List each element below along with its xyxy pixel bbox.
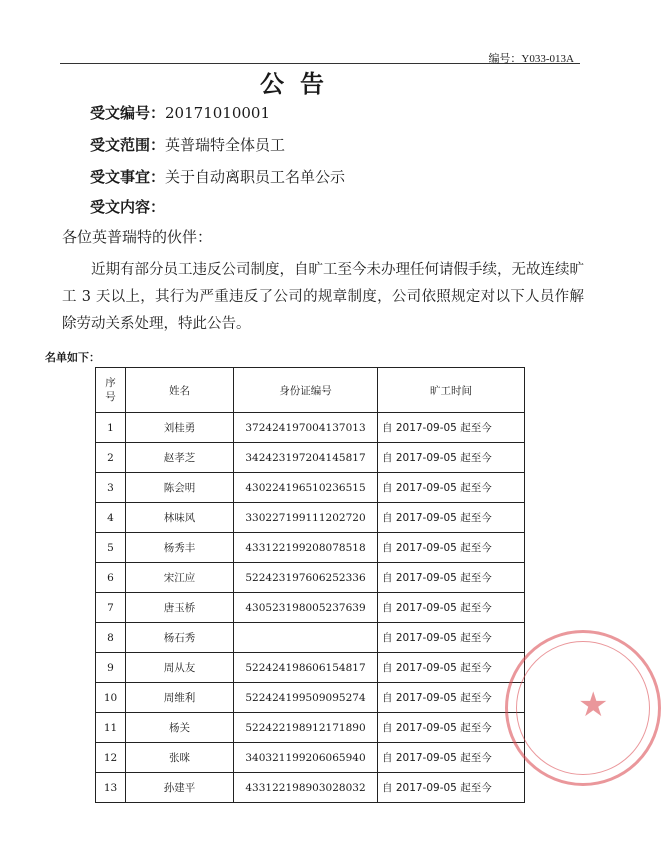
cell-name: 赵孝芝 [126, 443, 234, 473]
cell-name: 杨石秀 [126, 623, 234, 653]
cell-id: 433122198903028032 [234, 773, 378, 803]
cell-absence: 自 2017-09-05 起至今 [378, 593, 525, 623]
table-row [96, 413, 525, 443]
cell-name: 唐玉桥 [126, 593, 234, 623]
header-absence: 旷工时间 [378, 368, 525, 413]
meta-label: 受文事宜： [90, 168, 166, 186]
cell-absence: 自 2017-09-05 起至今 [378, 413, 525, 443]
table-row [96, 653, 525, 683]
table-header-row [96, 368, 525, 413]
page-title: 公告 [260, 70, 340, 98]
meta-value: 关于自动离职员工名单公示 [165, 168, 346, 186]
cell-no: 13 [96, 773, 126, 803]
header-id: 身份证编号 [234, 368, 378, 413]
cell-name: 周维利 [126, 683, 234, 713]
meta-scope [90, 134, 285, 155]
cell-id: 433122199208078518 [234, 533, 378, 563]
cell-absence: 自 2017-09-05 起至今 [378, 563, 525, 593]
table-row [96, 533, 525, 563]
cell-id: 372424197004137013 [234, 413, 378, 443]
greeting: 各位英普瑞特的伙伴： [62, 228, 213, 246]
cell-no: 6 [96, 563, 126, 593]
cell-absence: 自 2017-09-05 起至今 [378, 623, 525, 653]
cell-name: 张咪 [126, 743, 234, 773]
seal-stamp-icon [505, 630, 661, 786]
table-row [96, 713, 525, 743]
cell-id: 340321199206065940 [234, 743, 378, 773]
header-name: 姓名 [126, 368, 234, 413]
cell-no: 3 [96, 473, 126, 503]
cell-name: 杨秀丰 [126, 533, 234, 563]
cell-id: 342423197204145817 [234, 443, 378, 473]
table-row [96, 473, 525, 503]
meta-label: 受文内容： [90, 198, 166, 216]
meta-value: 英普瑞特全体员工 [165, 136, 286, 154]
cell-absence: 自 2017-09-05 起至今 [378, 653, 525, 683]
meta-subject [90, 166, 345, 187]
cell-absence: 自 2017-09-05 起至今 [378, 443, 525, 473]
cell-absence: 自 2017-09-05 起至今 [378, 473, 525, 503]
cell-name: 孙建平 [126, 773, 234, 803]
cell-absence: 自 2017-09-05 起至今 [378, 713, 525, 743]
cell-id: 430224196510236515 [234, 473, 378, 503]
cell-no: 2 [96, 443, 126, 473]
cell-absence: 自 2017-09-05 起至今 [378, 773, 525, 803]
cell-no: 4 [96, 503, 126, 533]
cell-absence: 自 2017-09-05 起至今 [378, 503, 525, 533]
table-row [96, 563, 525, 593]
cell-no: 9 [96, 653, 126, 683]
cell-no: 10 [96, 683, 126, 713]
table-row [96, 593, 525, 623]
header-no: 序 号 [96, 368, 126, 413]
cell-id: 522422198912171890 [234, 713, 378, 743]
cell-id: 330227199111202720 [234, 503, 378, 533]
table-row [96, 683, 525, 713]
meta-content [90, 196, 165, 217]
cell-no: 12 [96, 743, 126, 773]
cell-absence: 自 2017-09-05 起至今 [378, 743, 525, 773]
cell-no: 8 [96, 623, 126, 653]
cell-id: 522423197606252336 [234, 563, 378, 593]
meta-label: 受文编号： [90, 104, 166, 122]
meta-doc-number [90, 102, 270, 123]
table-row [96, 773, 525, 803]
list-label: 名单如下： [45, 351, 100, 364]
cell-no: 7 [96, 593, 126, 623]
cell-id: 522424199509095274 [234, 683, 378, 713]
table-row [96, 443, 525, 473]
cell-name: 周从友 [126, 653, 234, 683]
cell-name: 刘桂勇 [126, 413, 234, 443]
cell-name: 宋江应 [126, 563, 234, 593]
cell-id [234, 623, 378, 653]
body-paragraph: 近期有部分员工违反公司制度，自旷工至今未办理任何请假手续，无故连续旷工 3 天以上，其行为严重违反了公司的规章制度，公司依照规定对以下人员作解除劳动关系处理，特此公告。 [62, 262, 584, 332]
cell-name: 林味风 [126, 503, 234, 533]
cell-name: 陈会明 [126, 473, 234, 503]
meta-value: 20171010001 [165, 104, 270, 122]
cell-no: 11 [96, 713, 126, 743]
cell-name: 杨关 [126, 713, 234, 743]
table-row [96, 623, 525, 653]
table-row [96, 503, 525, 533]
table-row [96, 743, 525, 773]
cell-absence: 自 2017-09-05 起至今 [378, 683, 525, 713]
document-number: 编号：Y033-013A [488, 53, 574, 65]
cell-id: 430523198005237639 [234, 593, 378, 623]
employee-table [95, 367, 525, 803]
meta-label: 受文范围： [90, 136, 166, 154]
cell-no: 1 [96, 413, 126, 443]
seal-star-icon: ★ [578, 685, 609, 725]
cell-no: 5 [96, 533, 126, 563]
cell-id: 522424198606154817 [234, 653, 378, 683]
cell-absence: 自 2017-09-05 起至今 [378, 533, 525, 563]
